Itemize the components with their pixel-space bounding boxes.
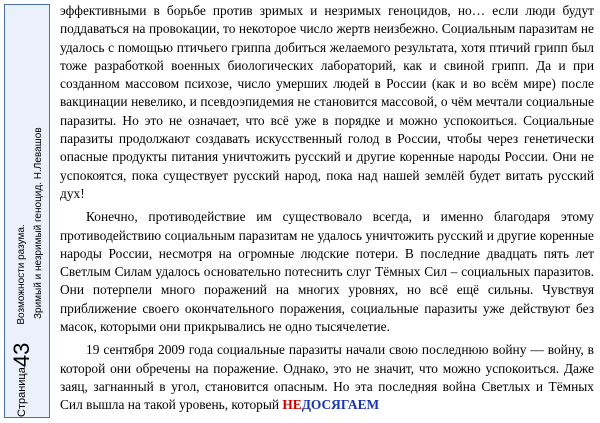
book-title: Возможности разума. — [16, 224, 27, 325]
page-indicator — [11, 7, 33, 417]
highlight-dosyagaem: ДОСЯГАЕМ — [301, 397, 380, 413]
book-subtitle-row — [33, 7, 45, 417]
paragraph-2: Конечно, противодействие им существовало всегда, и именно благодаря этому противодействию социальным паразитам не удалось уничтожить русский и другие коренные народы России, несмотря на огромные людские потери. В последние двадцать пять лет Светлым Силам удалось основательно потеснить слуг Тёмных Сил – социальных паразитов. Они потерпели много поражений на многих уровнях, но всё ещё сильны. Чувствуя приближение своего окончательного поражения, социальные паразиты уже действуют без масок, которыми они прикрывались не одно тысячелетие. — [60, 209, 594, 335]
page-number: 43 — [9, 342, 34, 368]
page-sidebar — [4, 4, 50, 418]
book-subtitle: Зримый и незримый геноцид. Н.Левашов — [33, 127, 44, 319]
paragraph-3-text: 19 сентября 2009 года социальные паразиты начали свою последнюю войну — войну, в которой они обречены на поражение. Однако, это не значит, что можно успокоиться. Даже заяц, загнанный в угол, становится опасным. Но эта последняя война Светлых и Тёмных Сил вышла на такой уровень, который — [60, 342, 594, 413]
paragraph-3 — [60, 341, 594, 414]
document-body — [60, 2, 594, 415]
sidebar-rotated — [5, 7, 51, 417]
highlight-ne: НЕ — [282, 397, 302, 413]
page-label: Страница — [16, 367, 28, 417]
paragraph-1: эффективными в борьбе против зримых и незримых геноцидов, но… если люди будут поддаваться на провокации, то некоторое число жертв неизбежно. Социальным паразитам не удалось с помощью птичьего гриппа добиться желаемого результата, хотя птичий грипп был тоже разработкой военных биологических лабораторий, как и свиной грипп. Да и при созданном массовом психозе, число умерших людей в России (как и во всём мире) после вакцинации невелико, и псевдоэпидемия не становится массовой, о чём мечтали социальные паразиты. Но это не означает, что всё уже в порядке и можно успокоиться. Социальные паразиты продолжают создавать искусственный голод в России, чтобы через генетически опасные продукты питания уничтожить русский и другие коренные народы России. Они не успокоятся, пока существует русский народ, пока над нашей землёй будет витать русский дух! — [60, 3, 594, 201]
